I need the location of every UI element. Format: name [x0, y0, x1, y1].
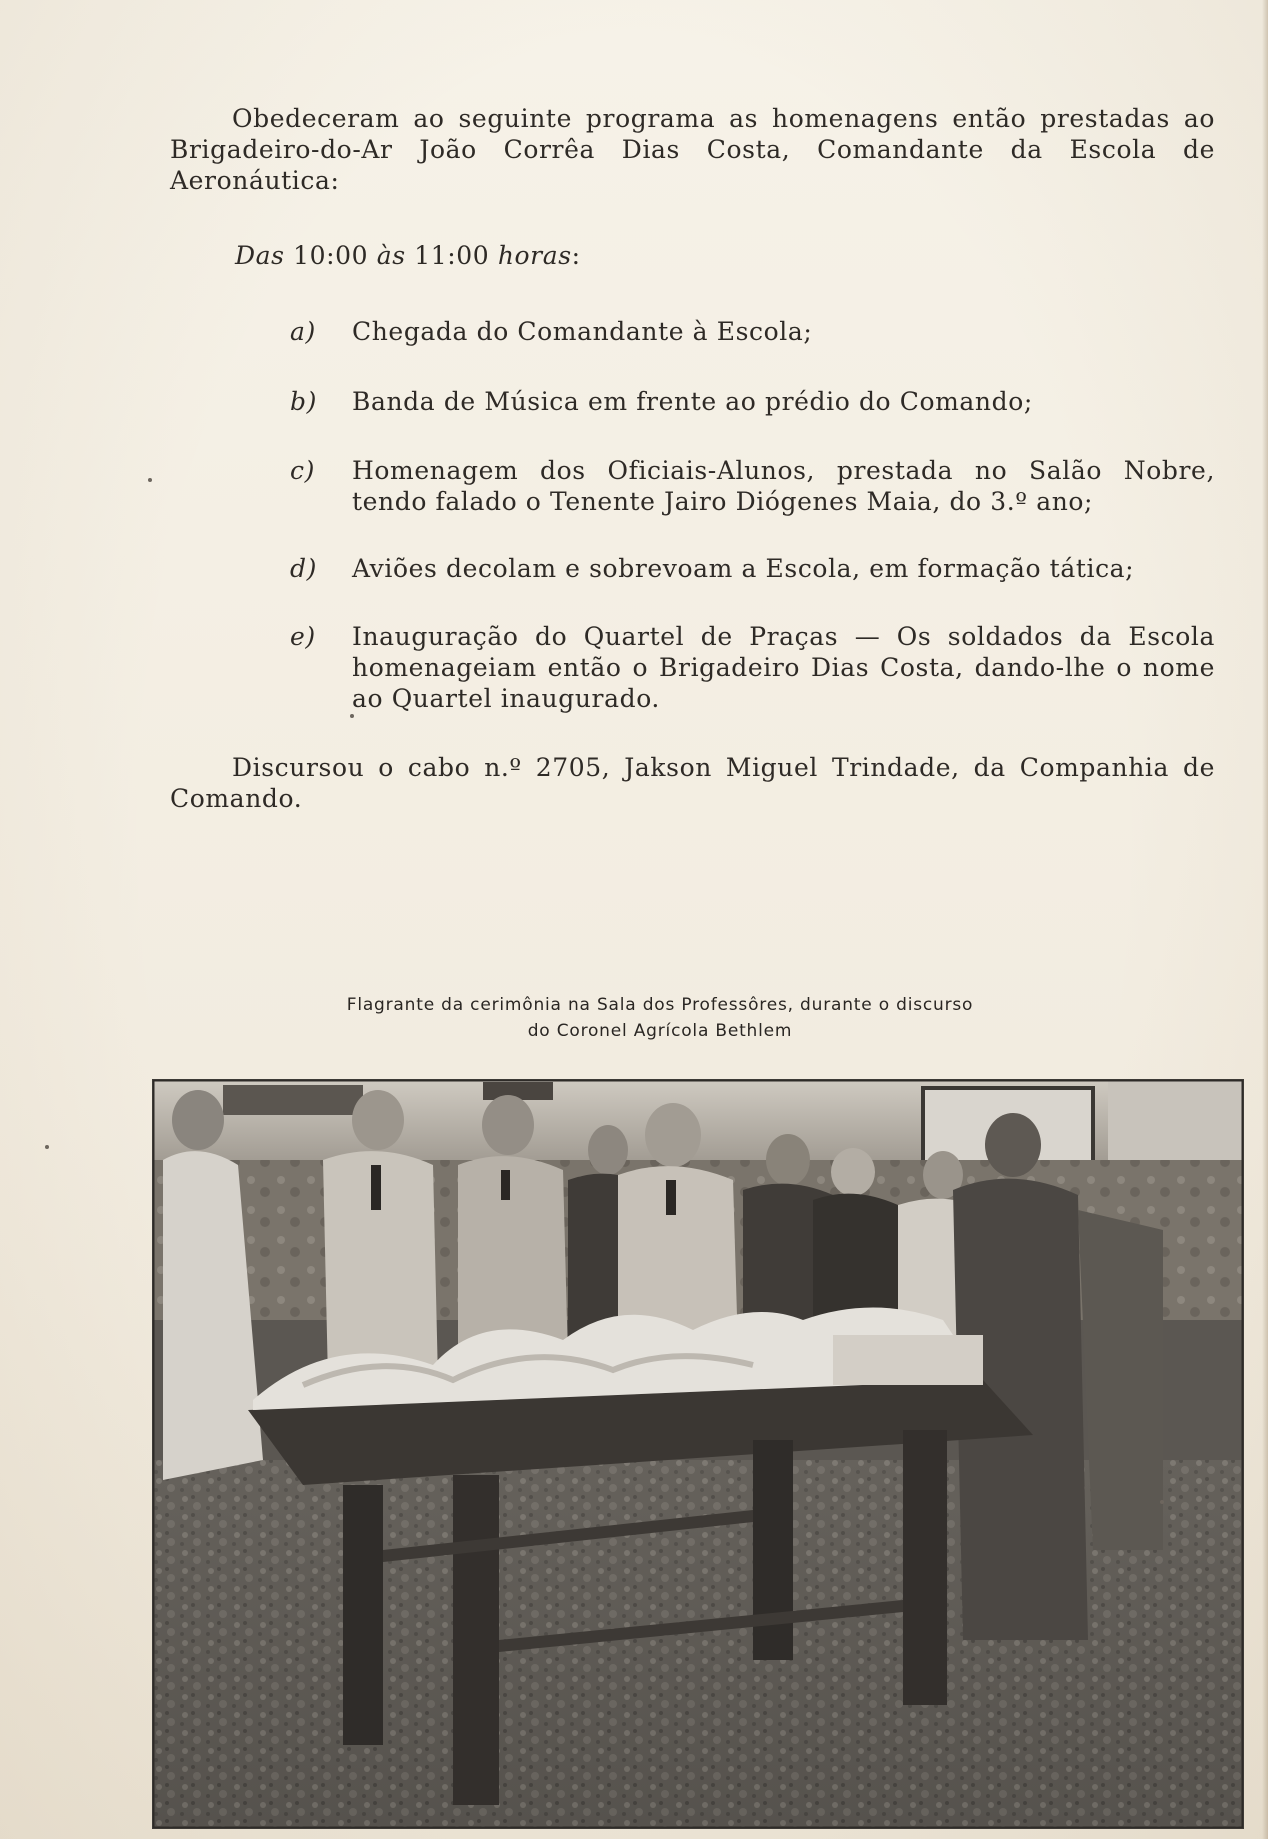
wall-frame: [223, 1085, 363, 1115]
page-edge: [1262, 0, 1268, 1839]
list-item-text: Inauguração do Quartel de Praças — Os soldados da Escola homenageiam então o Brigadeiro Dias Costa, dando-lhe o nome ao Quartel inaugurado.: [352, 622, 1215, 713]
list-item: [290, 553, 1215, 584]
wall-frame: [483, 1082, 553, 1100]
schedule-horas: horas: [497, 241, 572, 270]
caption-line-1: Flagrante da cerimônia na Sala dos Professôres, durante o discurso: [346, 995, 974, 1015]
paper-speck: [1160, 1500, 1164, 1504]
list-item-text: Banda de Música em frente ao prédio do Comando;: [352, 387, 1033, 416]
list-item: [290, 621, 1215, 714]
list-marker: b): [290, 387, 317, 416]
list-marker: d): [290, 554, 317, 583]
paper-speck: [45, 1145, 49, 1149]
schedule-heading: [235, 241, 581, 270]
schedule-das: Das: [235, 241, 285, 270]
list-marker: e): [290, 622, 316, 651]
photo-caption: [220, 992, 1100, 1044]
paper-speck: [350, 714, 354, 718]
list-item: [290, 316, 1215, 347]
caption-line-2: do Coronel Agrícola Bethlem: [527, 1021, 793, 1041]
ceremony-photograph: [153, 1080, 1243, 1828]
schedule-end-time: 11:00: [414, 241, 490, 270]
list-item-text: Aviões decolam e sobrevoam a Escola, em formação tática;: [352, 554, 1135, 583]
schedule-start-time: 10:00: [293, 241, 369, 270]
schedule-as: às: [376, 241, 406, 270]
intro-paragraph: Obedeceram ao seguinte programa as homenagens então prestadas ao Brigadeiro-do-Ar João Corrêa Dias Costa, Comandante da Escola de Aeronáutica:: [170, 104, 1215, 195]
list-item-text: Chegada do Comandante à Escola;: [352, 317, 813, 346]
list-marker: c): [290, 456, 315, 485]
list-item: [290, 386, 1215, 417]
photograph-illustration: [153, 1080, 1243, 1828]
closing-paragraph: Discursou o cabo n.º 2705, Jakson Miguel Trindade, da Companhia de Comando.: [170, 753, 1215, 813]
schedule-colon: :: [571, 241, 581, 270]
paper-speck: [148, 478, 152, 482]
list-item: [290, 455, 1215, 517]
list-item-text: Homenagem dos Oficiais-Alunos, prestada no Salão Nobre, tendo falado o Tenente Jairo Diógenes Maia, do 3.º ano;: [352, 456, 1215, 516]
list-marker: a): [290, 317, 316, 346]
